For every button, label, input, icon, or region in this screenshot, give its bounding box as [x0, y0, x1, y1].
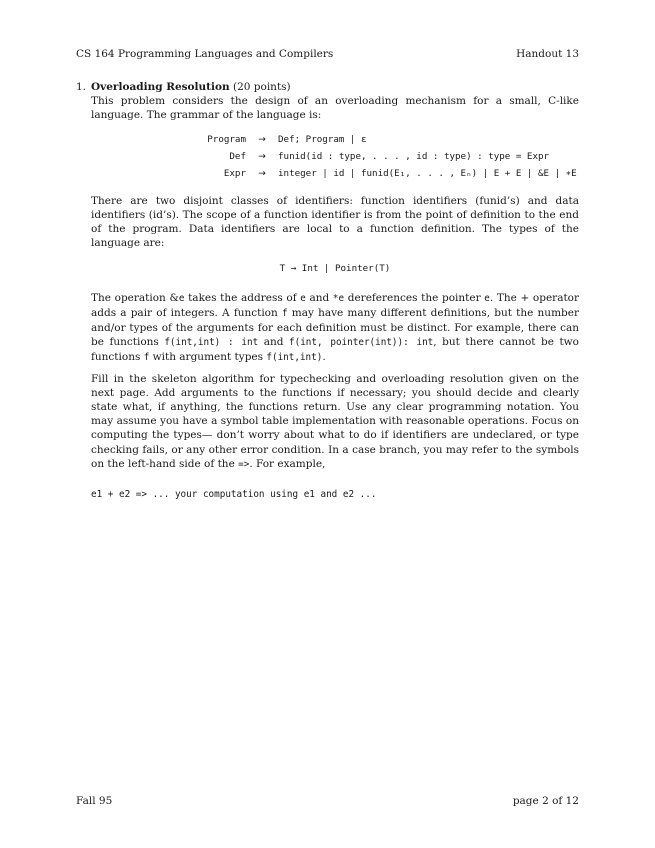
problem-content [76, 94, 579, 502]
header-handout: Handout 13 [516, 48, 579, 60]
document-body [76, 80, 579, 502]
grammar-arrow: → [258, 150, 266, 162]
text-run: Fill in the skeleton algorithm for typechecking and overloading resolution given on the next page. Add arguments to the functions if necessary; you should decide and clearly state what, if anything, the functions return. Use any clear programming notation. You may assume you have a symbol table implementation with reasonable operations. Focus on computing the types— don’t worry about what to do if identifiers are undeclared, or type checking fails, or any other error condition. In a case branch, you may refer to the symbols on the left-hand side of the [91, 372, 579, 470]
text-run: with argument types [149, 351, 267, 364]
identifiers-paragraph: There are two disjoint classes of identifiers: function identifiers (funid’s) and data identifiers (id’s). The scope of a function identifier is from the point of definition to the end of the program. Data identifiers are local to a function definition. The types of the language are: [91, 194, 579, 250]
code-example: e1 + e2 => ... your computation using e1 and e2 ... [91, 489, 377, 501]
code-run: e [300, 292, 306, 304]
code-run: f [281, 307, 288, 319]
code-run: f(int, pointer(int)): int [289, 337, 434, 349]
footer-term: Fall 95 [76, 795, 113, 807]
code-run: e [484, 292, 490, 304]
grammar-rhs: funid(id : type, . . . , id : type) : type = Expr [278, 150, 550, 162]
text-run: The operation & [91, 291, 179, 304]
header-course: CS 164 Programming Languages and Compilers [76, 48, 334, 60]
text-run: may have many different definitions, but the number and/or types of the arguments for each definition must be distinct. For example, there can be functions [91, 306, 579, 349]
code-run: *e [332, 292, 345, 304]
instructions-paragraph [91, 372, 579, 472]
operations-paragraph [91, 291, 579, 366]
grammar-arrow: → [258, 133, 266, 145]
grammar [91, 131, 579, 182]
code-run: f [143, 352, 150, 364]
code-run: f(int,int) [266, 352, 323, 364]
text-run: . [322, 351, 326, 364]
grammar-rule [91, 148, 579, 165]
problem-points: (20 points) [232, 81, 291, 93]
grammar-lhs: Expr [223, 167, 246, 179]
intro-paragraph: This problem considers the design of an overloading mechanism for a small, C-like language. The grammar of the language is: [91, 95, 579, 122]
text-run: and [305, 291, 333, 304]
grammar-rule [91, 165, 579, 182]
grammar-rhs: integer | id | funid(E₁, . . . , Eₙ) | E + E | &E | ∗E [278, 167, 577, 179]
text-run: takes the address of [184, 291, 301, 304]
types-rule: T → Int | Pointer(T) [279, 263, 391, 275]
text-run: and [258, 336, 289, 349]
code-run: e [178, 292, 185, 304]
grammar-lhs: Program [207, 133, 246, 145]
problem-heading [76, 80, 579, 94]
problem-title: Overloading Resolution [91, 81, 230, 93]
code-run: => [238, 458, 250, 470]
grammar-arrow: → [258, 167, 266, 179]
code-run: f(int,int) : int [164, 337, 259, 349]
text-run: . The + operator adds a pair of integers. A function [91, 291, 580, 319]
footer-page-number: page 2 of 12 [512, 795, 579, 807]
grammar-lhs: Def [229, 150, 246, 162]
grammar-rhs: Def; Program | ε [278, 133, 367, 145]
text-run: , but there cannot be two functions [91, 336, 579, 364]
grammar-rule [91, 131, 579, 148]
problem-number: 1. [76, 81, 87, 93]
text-run: . For example, [249, 457, 326, 470]
text-run: dereferences the pointer [344, 291, 485, 304]
